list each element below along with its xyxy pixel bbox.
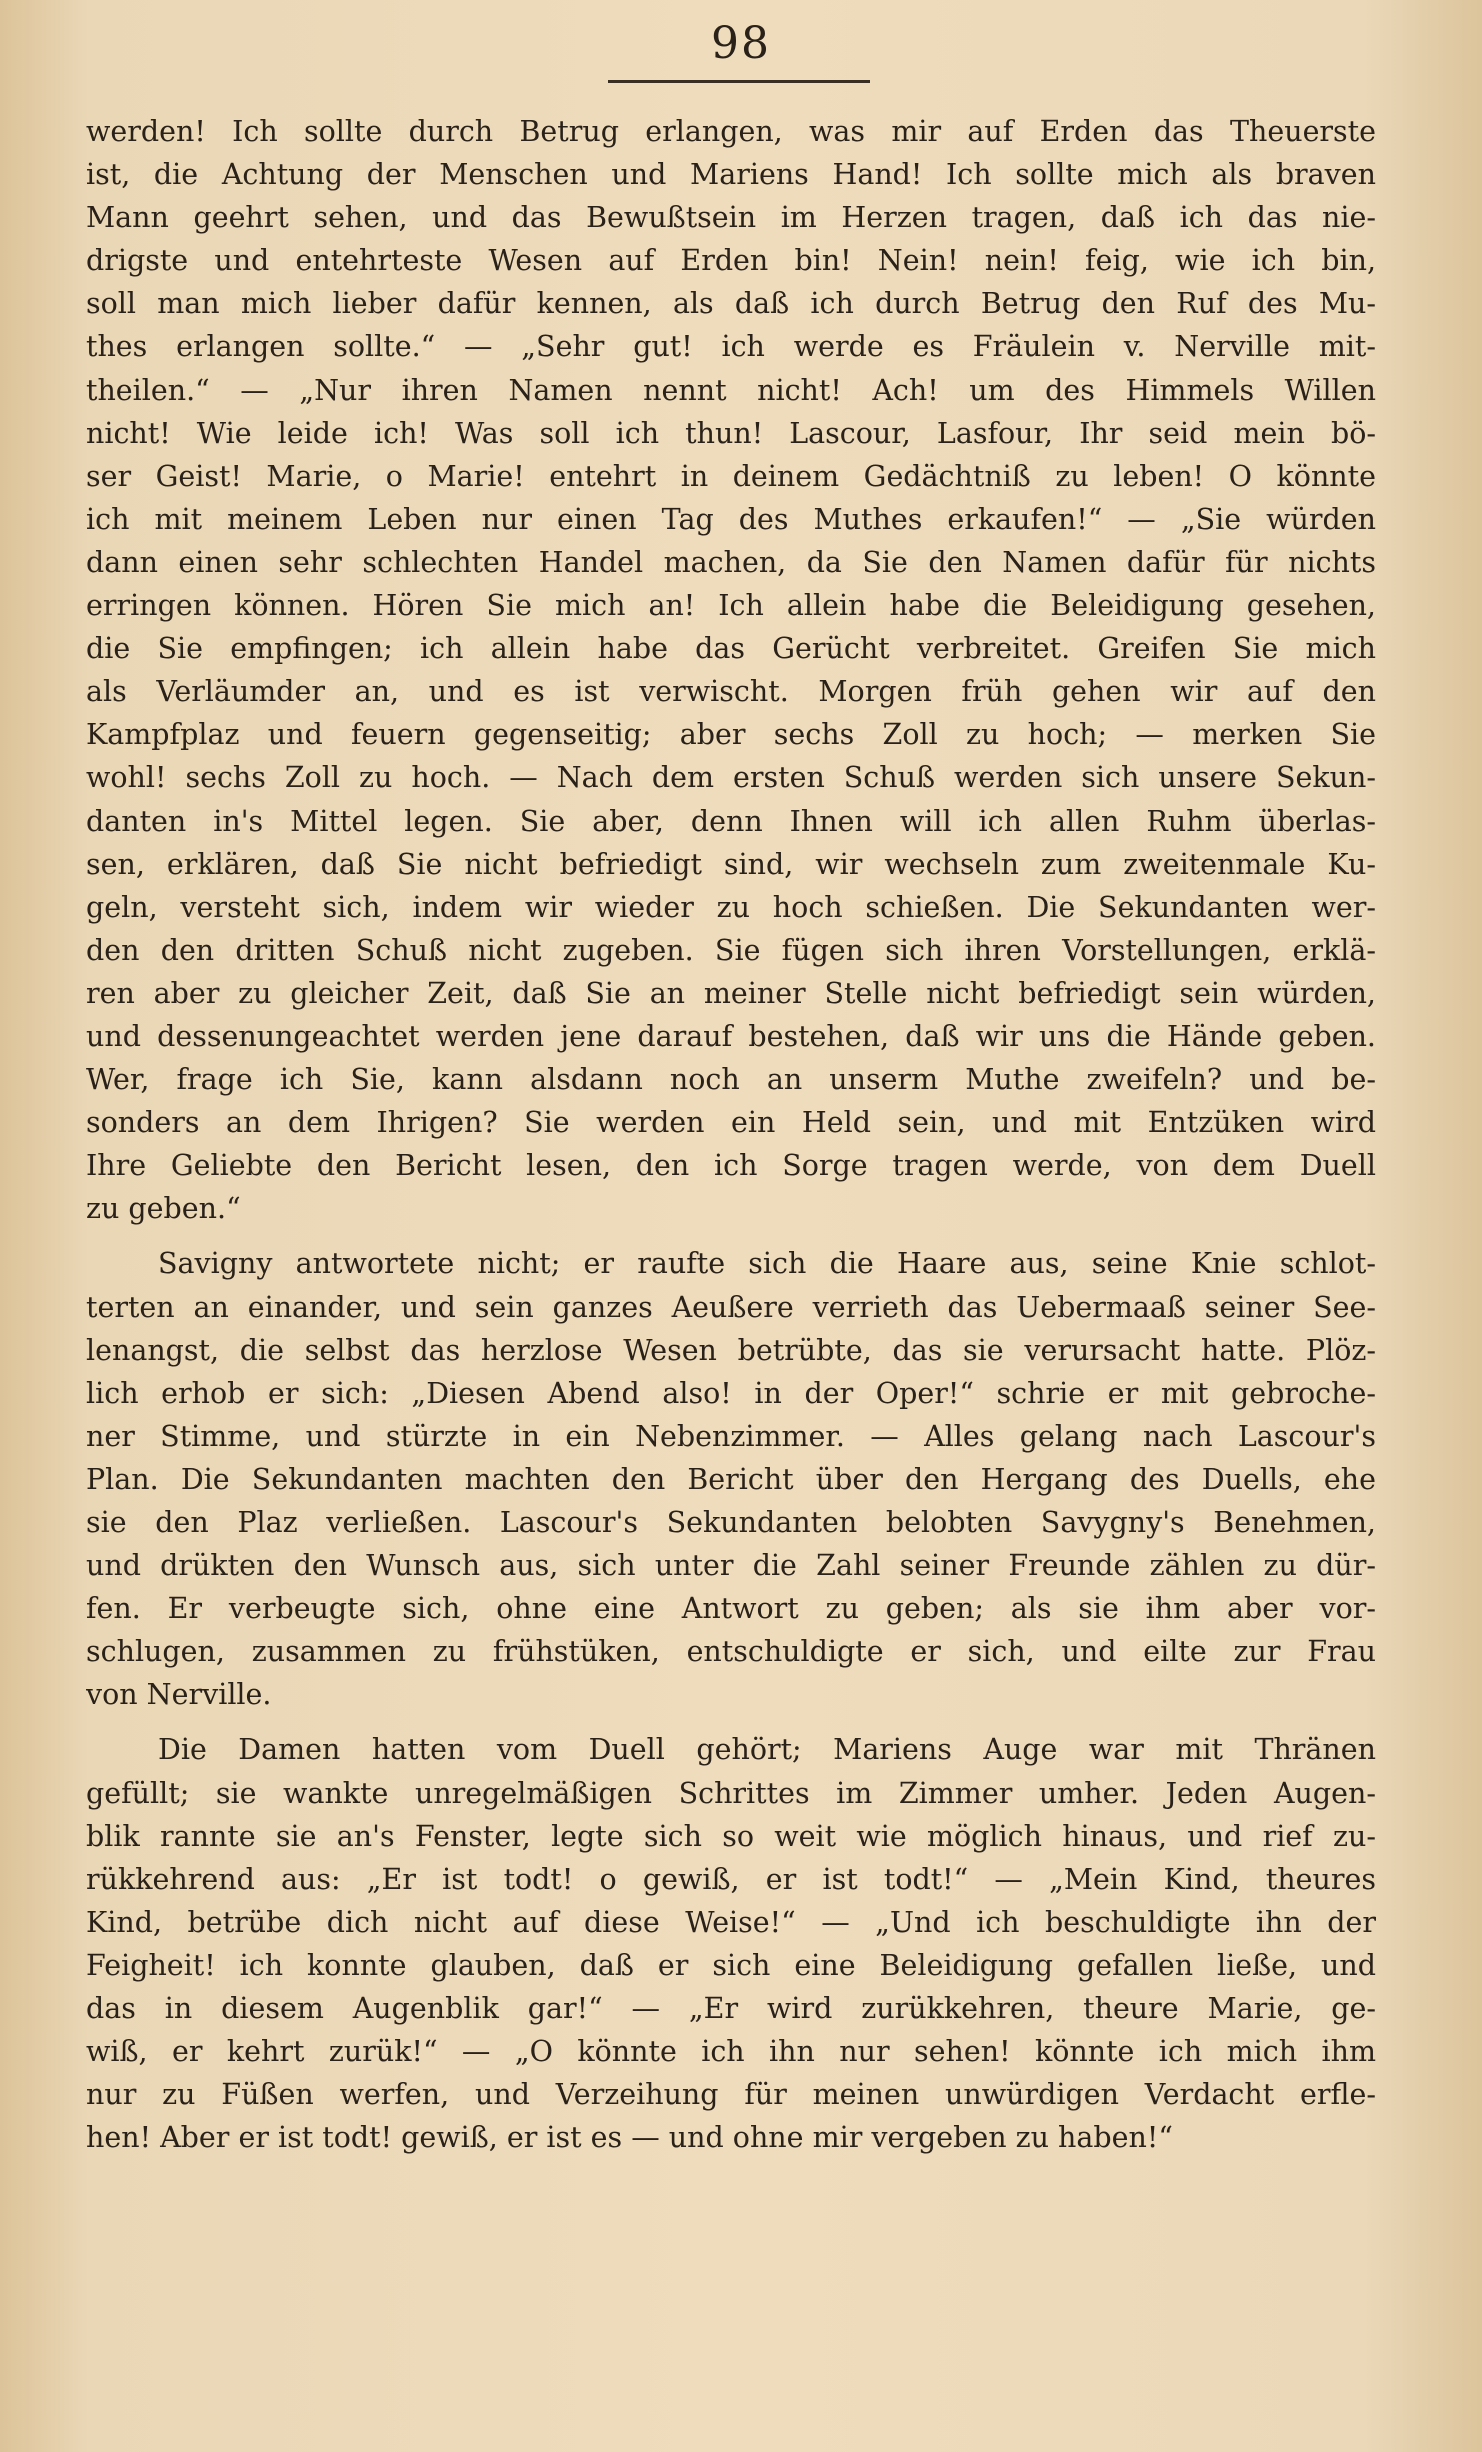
text-line: Ihre Geliebte den Bericht lesen, den ich Sorge tragen werde, von dem Duell	[86, 1149, 1376, 1183]
text-line: lich erhob er sich: „Diesen Abend also! in der Oper!“ schrie er mit gebroche-	[86, 1376, 1376, 1410]
text-line: Plan. Die Sekundanten machten den Bericht über den Hergang des Duells, ehe	[86, 1462, 1376, 1496]
paragraph-1	[86, 110, 1376, 1230]
body-text	[86, 110, 1376, 2159]
text-line: lenangst, die selbst das herzlose Wesen betrübte, das sie verursacht hatte. Plöz-	[86, 1333, 1376, 1367]
text-line: ist, die Achtung der Menschen und Mariens Hand! Ich sollte mich als braven	[86, 158, 1376, 192]
text-line: werden! Ich sollte durch Betrug erlangen, was mir auf Erden das Theuerste	[86, 115, 1376, 148]
text-line: geln, versteht sich, indem wir wieder zu hoch schießen. Die Sekundanten wer-	[86, 890, 1376, 924]
text-line: sen, erklären, daß Sie nicht befriedigt sind, wir wechseln zum zweitenmale Ku-	[86, 847, 1376, 881]
text-line: Savigny antwortete nicht; er raufte sich die Haare aus, seine Knie schlot-	[158, 1247, 1376, 1281]
text-line: nur zu Füßen werfen, und Verzeihung für meinen unwürdigen Verdacht erfle-	[86, 2078, 1376, 2112]
text-line: ich mit meinem Leben nur einen Tag des Muthes erkaufen!“ — „Sie würden	[86, 502, 1376, 536]
text-line: rükkehrend aus: „Er ist todt! o gewiß, er ist todt!“ — „Mein Kind, theures	[86, 1862, 1376, 1896]
text-line: terten an einander, und sein ganzes Aeußere verrieth das Uebermaaß seiner See-	[86, 1290, 1376, 1324]
text-line: ser Geist! Marie, o Marie! entehrt in deinem Gedächtniß zu leben! O könnte	[86, 459, 1376, 493]
header-rule	[608, 80, 870, 83]
text-line: Kampfplaz und feuern gegenseitig; aber sechs Zoll zu hoch; — merken Sie	[86, 718, 1376, 752]
text-line: und drükten den Wunsch aus, sich unter die Zahl seiner Freunde zählen zu dür-	[86, 1549, 1376, 1583]
text-line: erringen können. Hören Sie mich an! Ich allein habe die Beleidigung gesehen,	[86, 589, 1376, 623]
paragraph-gap	[86, 1716, 1376, 1728]
text-line: nicht! Wie leide ich! Was soll ich thun! Lascour, Lasfour, Ihr seid mein bö-	[86, 416, 1376, 450]
text-line: Feigheit! ich konnte glauben, daß er sich eine Beleidigung gefallen ließe, und	[86, 1948, 1376, 1982]
text-line: danten in's Mittel legen. Sie aber, denn Ihnen will ich allen Ruhm überlas-	[86, 804, 1376, 838]
text-line: Kind, betrübe dich nicht auf diese Weise!“ — „Und ich beschuldigte ihn der	[86, 1905, 1376, 1939]
text-line: das in diesem Augenblik gar!“ — „Er wird zurükkehren, theure Marie, ge-	[86, 1992, 1376, 2026]
text-line: sonders an dem Ihrigen? Sie werden ein Held sein, und mit Entzüken wird	[86, 1106, 1376, 1140]
text-line: soll man mich lieber dafür kennen, als daß ich durch Betrug den Ruf des Mu-	[86, 287, 1376, 321]
text-line: thes erlangen sollte.“ — „Sehr gut! ich werde es Fräulein v. Nerville mit-	[86, 330, 1376, 364]
paragraph-2	[86, 1242, 1376, 1716]
text-line: sie den Plaz verließen. Lascour's Sekundanten belobten Savygny's Benehmen,	[86, 1506, 1376, 1539]
paragraph-3	[86, 1728, 1376, 2159]
text-line: wiß, er kehrt zurük!“ — „O könnte ich ihn nur sehen! könnte ich mich ihm	[86, 2035, 1376, 2069]
text-line: Wer, frage ich Sie, kann alsdann noch an unserm Muthe zweifeln? und be-	[86, 1063, 1376, 1097]
text-line: zu geben.“	[86, 1192, 241, 1226]
text-line: gefüllt; sie wankte unregelmäßigen Schrittes im Zimmer umher. Jeden Augen-	[86, 1776, 1376, 1810]
text-line: ren aber zu gleicher Zeit, daß Sie an meiner Stelle nicht befriedigt sein würden,	[86, 976, 1376, 1010]
text-line: als Verläumder an, und es ist verwischt. Morgen früh gehen wir auf den	[86, 675, 1376, 709]
text-line: und dessenungeachtet werden jene darauf bestehen, daß wir uns die Hände geben.	[86, 1019, 1376, 1053]
text-line: Mann geehrt sehen, und das Bewußtsein im Herzen tragen, daß ich das nie-	[86, 201, 1376, 235]
page-number: 98	[711, 18, 771, 69]
text-line: theilen.“ — „Nur ihren Namen nennt nicht! Ach! um des Himmels Willen	[86, 373, 1376, 407]
text-line: drigste und entehrteste Wesen auf Erden bin! Nein! nein! feig, wie ich bin,	[86, 244, 1376, 278]
text-line: wohl! sechs Zoll zu hoch. — Nach dem ersten Schuß werden sich unsere Sekun-	[86, 761, 1376, 795]
text-line: schlugen, zusammen zu frühstüken, entschuldigte er sich, und eilte zur Frau	[86, 1635, 1376, 1669]
text-line: ner Stimme, und stürzte in ein Nebenzimmer. — Alles gelang nach Lascour's	[86, 1419, 1376, 1453]
text-line: dann einen sehr schlechten Handel machen, da Sie den Namen dafür für nichts	[86, 545, 1376, 579]
text-line: blik rannte sie an's Fenster, legte sich so weit wie möglich hinaus, und rief zu-	[86, 1819, 1376, 1853]
paragraph-gap	[86, 1230, 1376, 1242]
text-line: von Nerville.	[86, 1678, 272, 1712]
text-line: die Sie empfingen; ich allein habe das Gerücht verbreitet. Greifen Sie mich	[86, 632, 1376, 666]
text-line: den den dritten Schuß nicht zugeben. Sie fügen sich ihren Vorstellungen, erklä-	[86, 933, 1376, 967]
text-line: hen! Aber er ist todt! gewiß, er ist es — und ohne mir vergeben zu haben!“	[86, 2121, 1173, 2155]
text-line: fen. Er verbeugte sich, ohne eine Antwort zu geben; als sie ihm aber vor-	[86, 1592, 1376, 1626]
text-line: Die Damen hatten vom Duell gehört; Mariens Auge war mit Thränen	[158, 1733, 1376, 1767]
